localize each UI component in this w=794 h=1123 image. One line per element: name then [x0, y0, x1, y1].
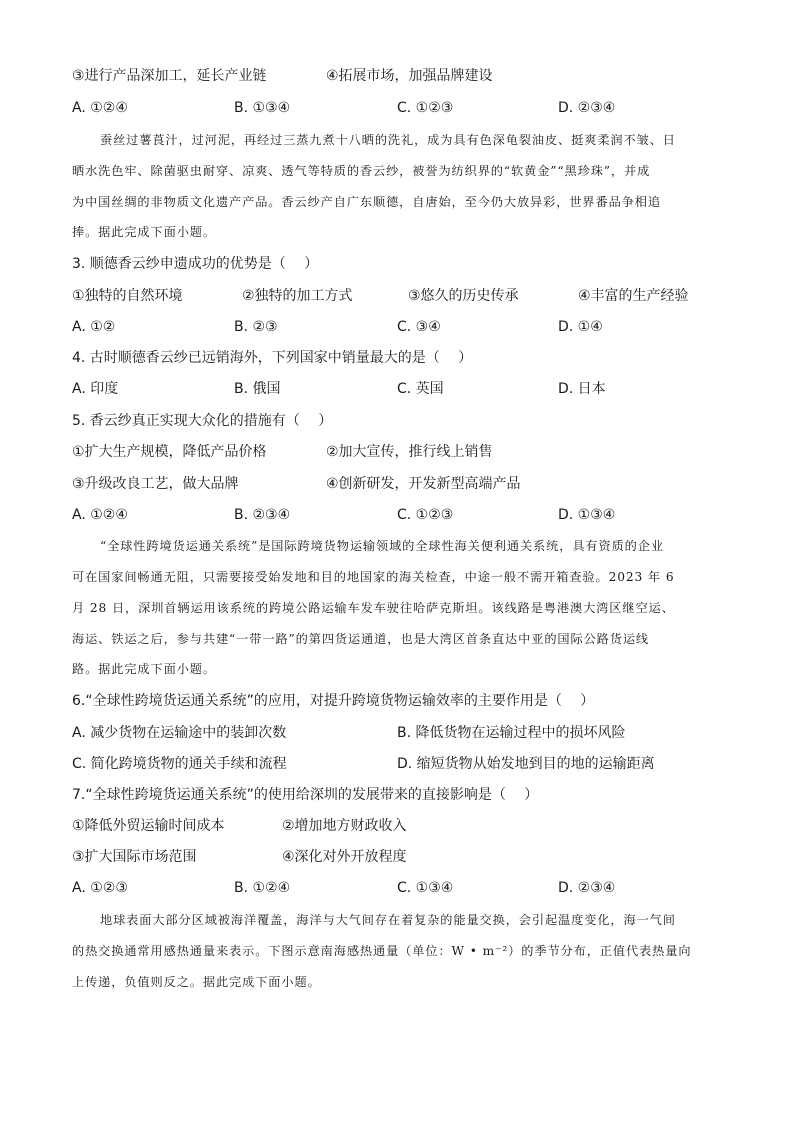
q4-option-b[interactable]: B. 俄国: [234, 381, 281, 397]
q7-option-d[interactable]: D. ②③④: [558, 880, 616, 896]
q3-option-c[interactable]: C. ③④: [397, 319, 441, 335]
q6-option-a[interactable]: A. 减少货物在运输途中的装卸次数: [72, 725, 287, 741]
passage3-line-2: 的热交换通常用感热通量来表示。下图示意南海感热通量（单位：W • m⁻²）的季节分布，正值代表热量向: [72, 944, 692, 958]
passage1-line-4: 捧。据此完成下面小题。: [72, 225, 216, 239]
q7-stem: 7.“全球性跨境货运通关系统”的使用给深圳的发展带来的直接影响是（ ）: [72, 787, 539, 803]
passage1-line-3: 为中国丝绸的非物质文化遗产产品。香云纱产自广东顺德，自唐始，至今仍大放异彩，世界番品争相追: [72, 195, 661, 209]
q2-option-a[interactable]: A. ①②④: [72, 100, 128, 116]
q5-option-c[interactable]: C. ①②③: [397, 507, 454, 523]
passage2-line-3: 月 28 日，深圳首辆运用该系统的跨境公路运输车发车驶往哈萨克斯坦。该线路是粤港澳大湾区继空运、: [72, 601, 675, 615]
q5-option-d[interactable]: D. ①③④: [558, 507, 616, 523]
q6-option-d[interactable]: D. 缩短货物从始发地到目的地的运输距离: [397, 756, 655, 772]
q7-item-3: ③扩大国际市场范围: [72, 849, 197, 865]
q3-item-2: ②独特的加工方式: [242, 288, 353, 304]
passage2-line-4: 海运、铁运之后，参与共建“一带一路”的第四货运通道，也是大湾区首条直达中亚的国际公路货运线: [72, 632, 650, 646]
passage3-line-1: 地球表面大部分区域被海洋覆盖，海洋与大气间存在着复杂的能量交换，会引起温度变化，海一气间: [100, 913, 676, 927]
q3-item-3: ③悠久的历史传承: [408, 288, 519, 304]
q7-option-a[interactable]: A. ①②③: [72, 880, 128, 896]
q4-option-c[interactable]: C. 英国: [397, 381, 444, 397]
passage1-line-1: 蚕丝过薯莨汁，过河泥，再经过三蒸九煮十八晒的洗礼，成为具有色深龟裂油皮、挺爽柔润不皱、日: [100, 133, 676, 147]
q5-stem: 5. 香云纱真正实现大众化的措施有（ ）: [72, 413, 333, 429]
q2-item-4: ④拓展市场，加强品牌建设: [326, 68, 493, 84]
q4-option-d[interactable]: D. 日本: [558, 381, 606, 397]
q7-option-b[interactable]: B. ①②④: [234, 880, 291, 896]
q7-option-c[interactable]: C. ①③④: [397, 880, 454, 896]
q3-option-a[interactable]: A. ①②: [72, 319, 116, 335]
q2-item-3: ③进行产品深加工，延长产业链: [72, 68, 267, 84]
q7-item-1: ①降低外贸运输时间成本: [72, 818, 225, 834]
q5-item-4: ④创新研发，开发新型高端产品: [326, 476, 521, 492]
q5-item-2: ②加大宣传，推行线上销售: [326, 444, 493, 460]
q3-stem: 3. 顺德香云纱申遗成功的优势是（ ）: [72, 256, 319, 272]
passage2-line-2: 可在国家间畅通无阻，只需要接受始发地和目的地国家的海关检查，中途一般不需开箱查验。2023 年 6: [72, 570, 675, 584]
q4-stem: 4. 古时顺德香云纱已远销海外，下列国家中销量最大的是（ ）: [72, 350, 473, 366]
passage2-line-1: “全球性跨境货运通关系统”是国际跨境货物运输领域的全球性海关便利通关系统，具有资质的企业: [100, 539, 664, 553]
q7-item-2: ②增加地方财政收入: [282, 818, 407, 834]
passage3-line-3: 上传递，负值则反之。据此完成下面小题。: [72, 975, 321, 989]
q3-option-b[interactable]: B. ②③: [234, 319, 278, 335]
q3-item-1: ①独特的自然环境: [72, 288, 183, 304]
q6-option-c[interactable]: C. 简化跨境货物的通关手续和流程: [72, 756, 287, 772]
passage1-line-2: 晒水洗色牢、除菌驱虫耐穿、凉爽、透气等特质的香云纱，被誉为纺织界的“软黄金”“黑珍珠”，并成: [72, 164, 651, 178]
q3-item-4: ④丰富的生产经验: [578, 288, 689, 304]
q2-option-c[interactable]: C. ①②③: [397, 100, 454, 116]
passage2-line-5: 路。据此完成下面小题。: [72, 662, 216, 676]
q5-option-b[interactable]: B. ②③④: [234, 507, 291, 523]
q5-option-a[interactable]: A. ①②④: [72, 507, 128, 523]
q2-option-b[interactable]: B. ①③④: [234, 100, 291, 116]
q2-option-d[interactable]: D. ②③④: [558, 100, 616, 116]
q6-stem: 6.“全球性跨境货运通关系统”的应用，对提升跨境货物运输效率的主要作用是（ ）: [72, 693, 595, 709]
q5-item-3: ③升级改良工艺，做大品牌: [72, 476, 239, 492]
q6-option-b[interactable]: B. 降低货物在运输过程中的损坏风险: [397, 725, 626, 741]
q7-item-4: ④深化对外开放程度: [282, 849, 407, 865]
q5-item-1: ①扩大生产规模，降低产品价格: [72, 444, 267, 460]
q4-option-a[interactable]: A. 印度: [72, 381, 119, 397]
q3-option-d[interactable]: D. ①④: [558, 319, 603, 335]
